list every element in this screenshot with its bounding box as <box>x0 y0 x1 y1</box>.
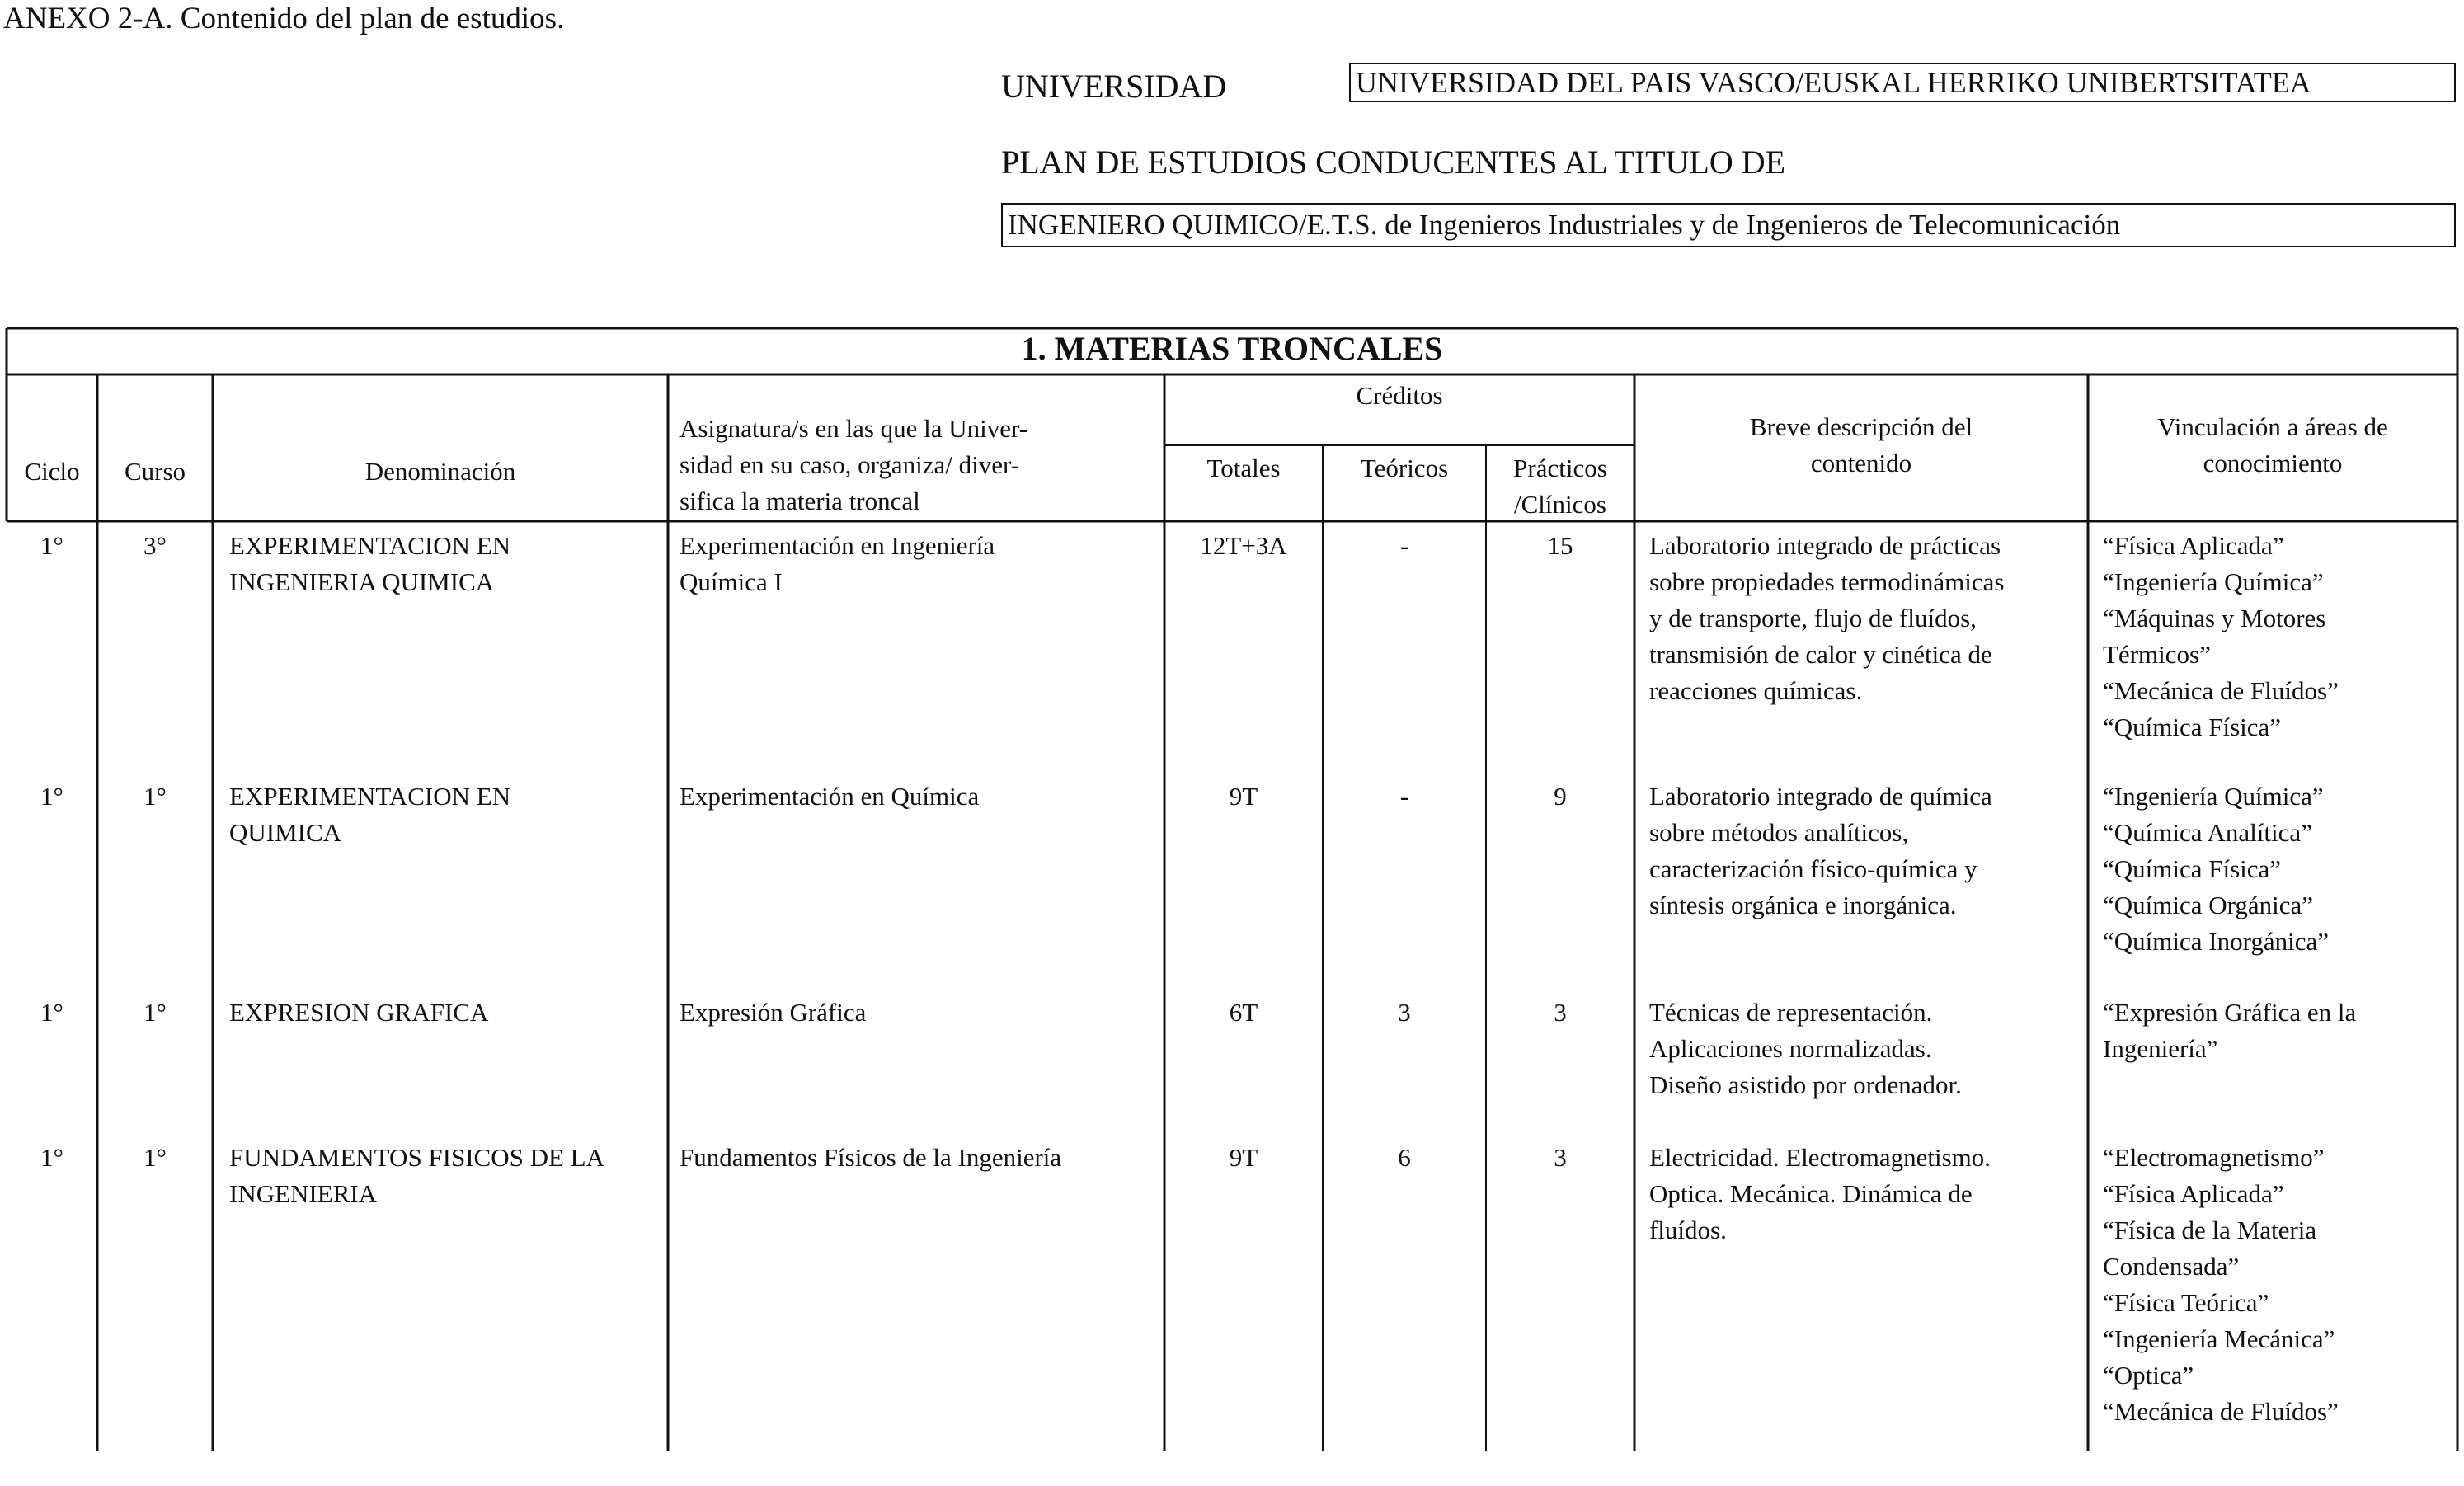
row-asignatura: Expresión Gráfica <box>679 998 867 1027</box>
row-practicos: 15 <box>1547 531 1573 560</box>
row-vinculacion: “Electromagnetismo” “Física Aplicada” “Física de la Materia Condensada” “Física Teórica” “Ingeniería Mecánica” “Optica” “Mecánica de Fluídos” <box>2103 1143 2339 1426</box>
header-creditos: Créditos <box>1356 381 1443 410</box>
row-denominacion: FUNDAMENTOS FISICOS DE LA INGENIERIA <box>229 1143 605 1208</box>
row-teoricos: - <box>1399 782 1409 811</box>
row-teoricos: - <box>1399 531 1409 560</box>
header-denominacion: Denominación <box>364 457 516 486</box>
row-denominacion: EXPERIMENTACION EN INGENIERIA QUIMICA <box>229 531 511 596</box>
row-vinculacion: “Ingeniería Química” “Química Analítica” “Química Física” “Química Orgánica” “Química Inorgánica” <box>2103 782 2329 956</box>
row-practicos: 3 <box>1554 1143 1567 1172</box>
row-ciclo: 1° <box>40 998 63 1027</box>
header-curso: Curso <box>124 457 186 486</box>
row-totales: 12T+3A <box>1200 531 1287 560</box>
row-descripcion: Técnicas de representación. Aplicaciones normalizadas. Diseño asistido por ordenador. <box>1649 998 1962 1099</box>
row-teoricos: 6 <box>1398 1143 1411 1172</box>
header-ciclo: Ciclo <box>24 457 80 486</box>
row-vinculacion: “Física Aplicada” “Ingeniería Química” “Máquinas y Motores Térmicos” “Mecánica de Fluídos” “Química Física” <box>2103 531 2339 741</box>
header-vinculacion: Vinculación a áreas de conocimiento <box>2157 412 2388 477</box>
row-totales: 6T <box>1229 998 1258 1027</box>
university-value-box: UNIVERSIDAD DEL PAIS VASCO/EUSKAL HERRIKO UNIBERTSITATEA <box>1349 63 2456 102</box>
header-practicos: Prácticos /Clínicos <box>1513 454 1607 519</box>
row-curso: 3° <box>143 531 167 560</box>
row-teoricos: 3 <box>1398 998 1411 1027</box>
row-totales: 9T <box>1229 1143 1258 1172</box>
row-totales: 9T <box>1229 782 1258 811</box>
row-denominacion: EXPERIMENTACION EN QUIMICA <box>229 782 511 847</box>
row-descripcion: Laboratorio integrado de prácticas sobre propiedades termodinámicas y de transporte, flujo de fluídos, transmisión de calor y cinética de reacciones químicas. <box>1649 531 2005 705</box>
row-asignatura: Experimentación en Química <box>679 782 980 811</box>
university-label: UNIVERSIDAD <box>1001 68 1227 105</box>
row-vinculacion: “Expresión Gráfica en la Ingeniería” <box>2103 998 2357 1063</box>
header-totales: Totales <box>1206 454 1281 482</box>
annex-title: ANEXO 2-A. Contenido del plan de estudios. <box>3 2 565 35</box>
row-practicos: 3 <box>1554 998 1567 1027</box>
section-title: 1. MATERIAS TRONCALES <box>1021 330 1443 367</box>
row-curso: 1° <box>143 782 167 811</box>
row-asignatura: Experimentación en Ingeniería Química I <box>679 531 995 596</box>
row-ciclo: 1° <box>40 531 63 560</box>
degree-box: INGENIERO QUIMICO/E.T.S. de Ingenieros Industriales y de Ingenieros de Telecomunicación <box>1001 203 2456 247</box>
row-curso: 1° <box>143 998 167 1027</box>
row-ciclo: 1° <box>40 1143 63 1172</box>
plan-label: PLAN DE ESTUDIOS CONDUCENTES AL TITULO DE <box>1001 143 1786 181</box>
row-practicos: 9 <box>1554 782 1567 811</box>
row-descripcion: Laboratorio integrado de química sobre métodos analíticos, caracterización físico-química y síntesis orgánica e inorgánica. <box>1649 782 1992 919</box>
header-descripcion: Breve descripción del contenido <box>1749 412 1973 477</box>
row-ciclo: 1° <box>40 782 63 811</box>
row-denominacion: EXPRESION GRAFICA <box>229 998 489 1027</box>
header-asignaturas: Asignatura/s en las que la Univer- sidad en su caso, organiza/ diver- sifica la materia troncal <box>679 414 1028 515</box>
header-teoricos: Teóricos <box>1360 454 1449 482</box>
row-asignatura: Fundamentos Físicos de la Ingeniería <box>679 1143 1062 1172</box>
row-descripcion: Electricidad. Electromagnetismo. Optica. Mecánica. Dinámica de fluídos. <box>1649 1143 1991 1244</box>
row-curso: 1° <box>143 1143 167 1172</box>
